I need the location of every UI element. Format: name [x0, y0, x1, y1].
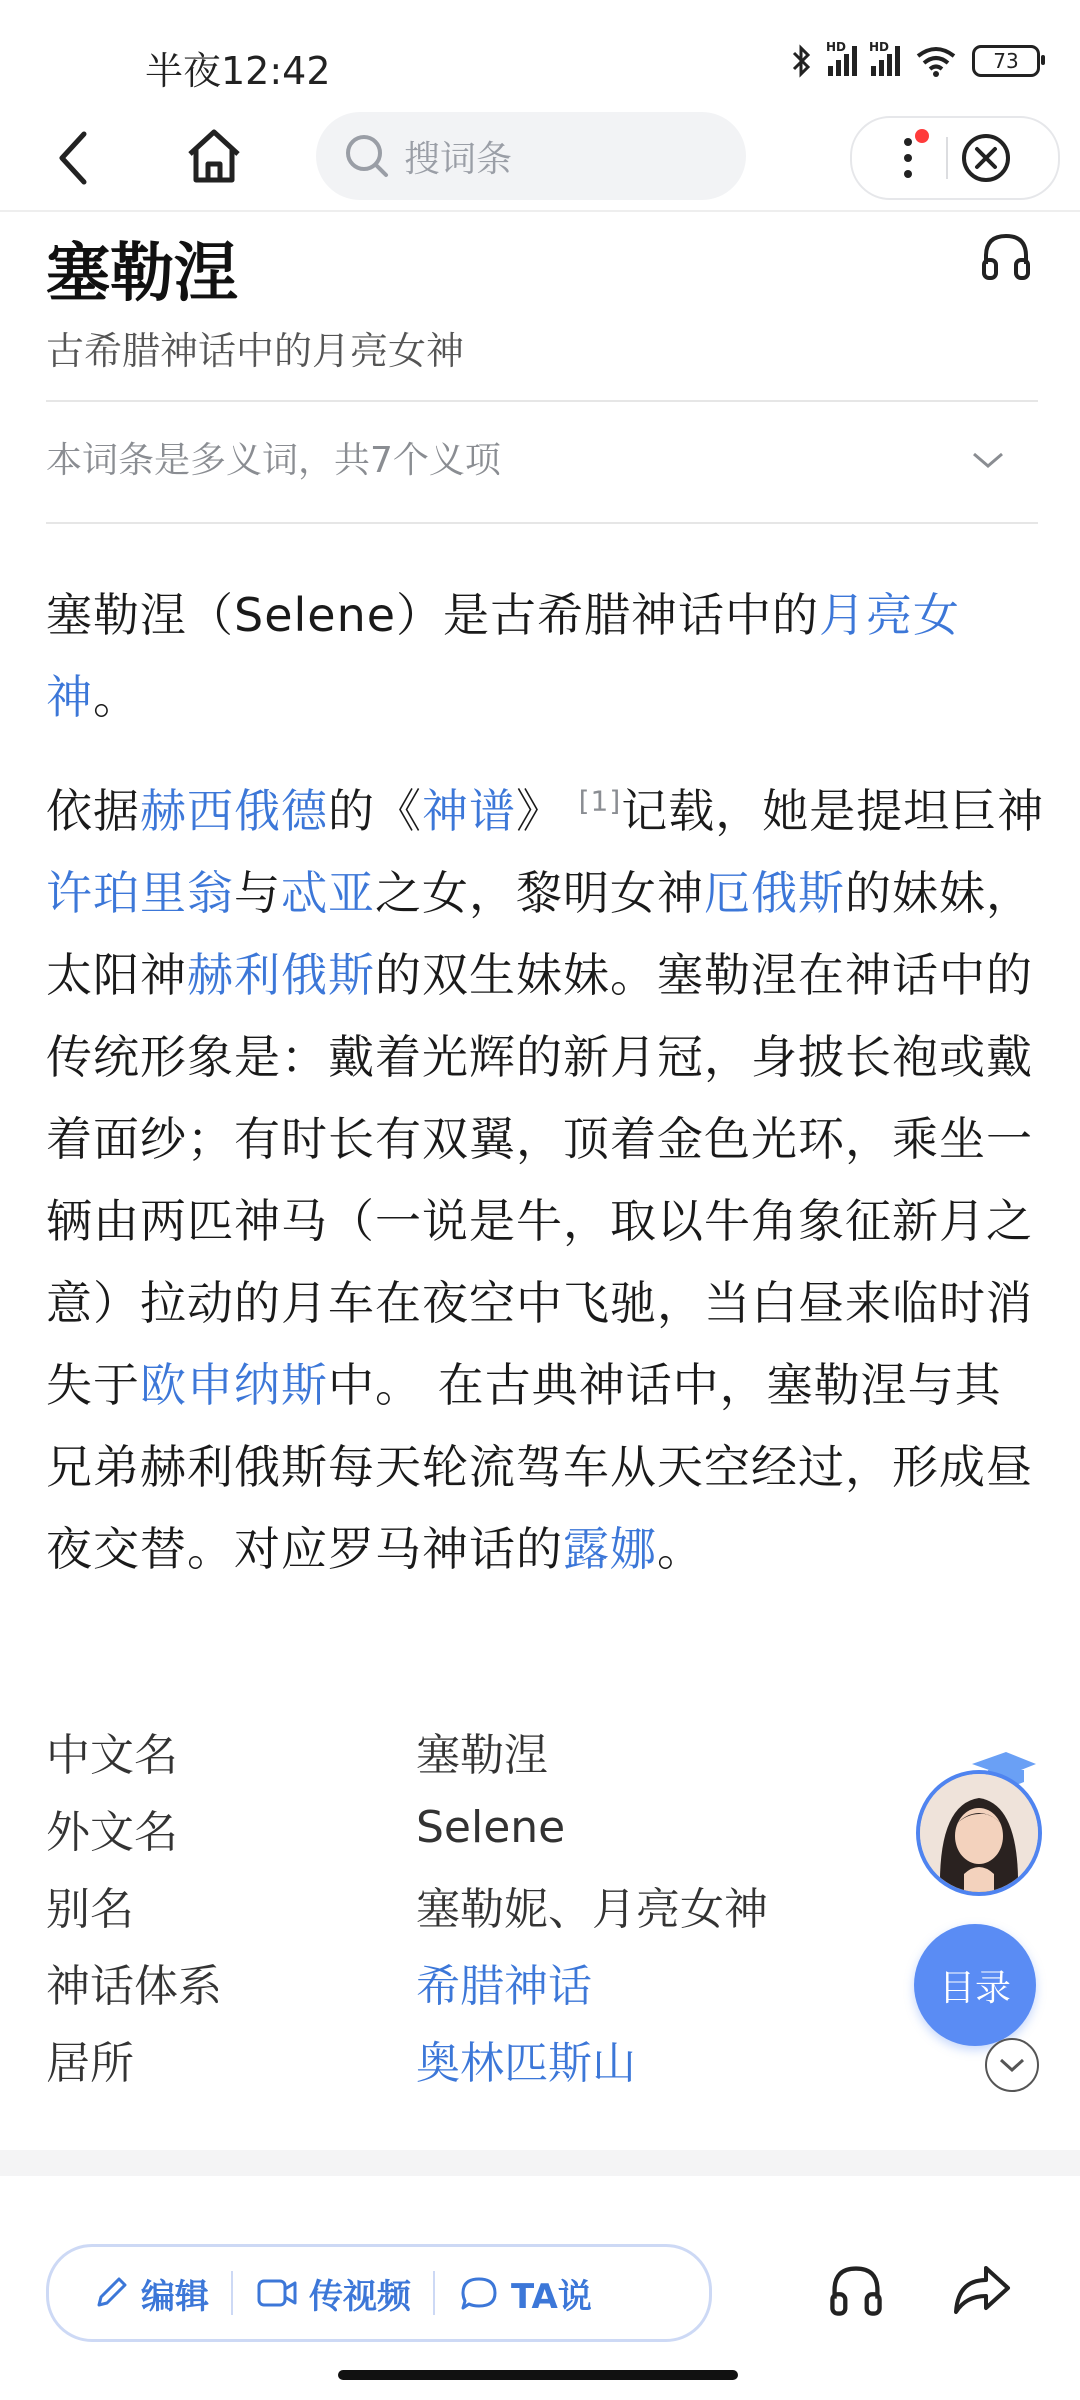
more-icon[interactable] — [896, 128, 936, 188]
info-value-link[interactable]: 希腊神话 — [416, 1960, 592, 2012]
link-theia[interactable]: 忒亚 — [281, 866, 375, 920]
pencil-icon — [91, 2273, 131, 2313]
info-key: 别名 — [46, 1883, 134, 1935]
divider-line — [46, 522, 1038, 524]
info-key: 居所 — [46, 2037, 134, 2089]
info-row — [46, 1943, 946, 2020]
headphones-icon[interactable] — [826, 2260, 886, 2320]
entry-title: 塞勒涅 — [46, 237, 238, 311]
link-oceanus[interactable]: 欧申纳斯 — [140, 1358, 328, 1412]
link-eos[interactable]: 厄俄斯 — [704, 866, 845, 920]
divider-line — [46, 400, 1038, 402]
assistant-avatar[interactable] — [916, 1770, 1042, 1896]
action-pill — [46, 2244, 712, 2342]
status-time: 半夜12:42 — [145, 49, 331, 93]
headphones-icon[interactable] — [978, 228, 1034, 284]
expand-button[interactable] — [985, 2038, 1039, 2092]
info-row — [46, 1712, 946, 1789]
chevron-down-icon[interactable] — [970, 446, 1006, 474]
search-icon — [342, 131, 392, 181]
link-helios[interactable]: 赫利俄斯 — [187, 948, 375, 1002]
edit-button[interactable]: 编辑 — [91, 2269, 209, 2318]
signal-1-icon: HD — [828, 46, 857, 76]
info-value: Selene — [416, 1802, 566, 1853]
info-value: 塞勒涅 — [416, 1729, 548, 1781]
entry-subtitle: 古希腊神话中的月亮女神 — [46, 329, 465, 373]
multi-meaning-row[interactable]: 本词条是多义词，共7个义项 — [46, 440, 501, 481]
reference-1[interactable]: [1] — [578, 784, 622, 818]
chevron-down-icon — [997, 2055, 1027, 2075]
link-moon-goddess[interactable]: 月亮女神 — [46, 588, 961, 724]
link-hesiod[interactable]: 赫西俄德 — [140, 784, 328, 838]
info-value: 塞勒妮、月亮女神 — [416, 1883, 768, 1935]
upload-video-button[interactable]: 传视频 — [255, 2269, 411, 2318]
bluetooth-icon — [790, 44, 814, 78]
home-indicator[interactable] — [338, 2370, 738, 2380]
status-icons — [790, 40, 1040, 78]
back-icon[interactable] — [52, 128, 96, 188]
info-value-link[interactable]: 奥林匹斯山 — [416, 2037, 636, 2089]
search-placeholder: 搜词条 — [404, 138, 513, 180]
info-key: 外文名 — [46, 1806, 178, 1858]
search-input[interactable] — [316, 112, 746, 200]
ta-say-button[interactable]: TA说 — [457, 2269, 592, 2318]
close-icon[interactable] — [958, 130, 1014, 186]
share-icon[interactable] — [950, 2260, 1014, 2320]
nav-divider — [0, 210, 1080, 212]
info-key: 中文名 — [46, 1729, 178, 1781]
link-luna[interactable]: 露娜 — [563, 1522, 657, 1576]
video-icon — [255, 2273, 299, 2313]
chat-bubble-icon — [457, 2273, 501, 2313]
signal-2-icon: HD — [871, 46, 900, 76]
wifi-icon — [914, 44, 958, 78]
info-row — [46, 1866, 946, 1943]
link-hyperion[interactable]: 许珀里翁 — [46, 866, 234, 920]
action-divider — [231, 2271, 233, 2315]
intro-paragraph: 塞勒涅（Selene）是古希腊神话中的月亮女神。 — [46, 588, 961, 724]
toc-button[interactable]: 目录 — [914, 1924, 1036, 2046]
info-table — [46, 1712, 946, 2097]
menu-pill — [850, 116, 1060, 200]
home-icon[interactable] — [184, 126, 244, 186]
section-separator — [0, 2150, 1080, 2176]
action-divider — [433, 2271, 435, 2315]
battery-icon: 73 — [972, 45, 1040, 77]
pill-divider — [946, 137, 948, 179]
link-theogony[interactable]: 神谱 — [422, 784, 516, 838]
body-paragraph: 依据赫西俄德的《神谱》 [1]记载，她是提坦巨神许珀里翁与忒亚之女，黎明女神厄俄斯的妹妹，太阳神赫利俄斯的双生妹妹。塞勒涅在神话中的传统形象是：戴着光辉的新月冠，身披长袍或戴着面纱；有时长有双翼，顶着金色光环，乘坐一辆由两匹神马（一说是牛，取以牛角象征新月之意）拉动的月车在夜空中飞驰，当白昼来临时消失于欧申纳斯中。 在古典神话中，塞勒涅与其兄弟赫利俄斯每天轮流驾车从天空经过，形成昼夜交替。对应罗马神话的露娜。 — [46, 784, 1045, 1576]
info-row — [46, 2020, 946, 2097]
info-row — [46, 1789, 946, 1866]
info-key: 神话体系 — [46, 1960, 222, 2012]
avatar-image — [920, 1774, 1038, 1892]
